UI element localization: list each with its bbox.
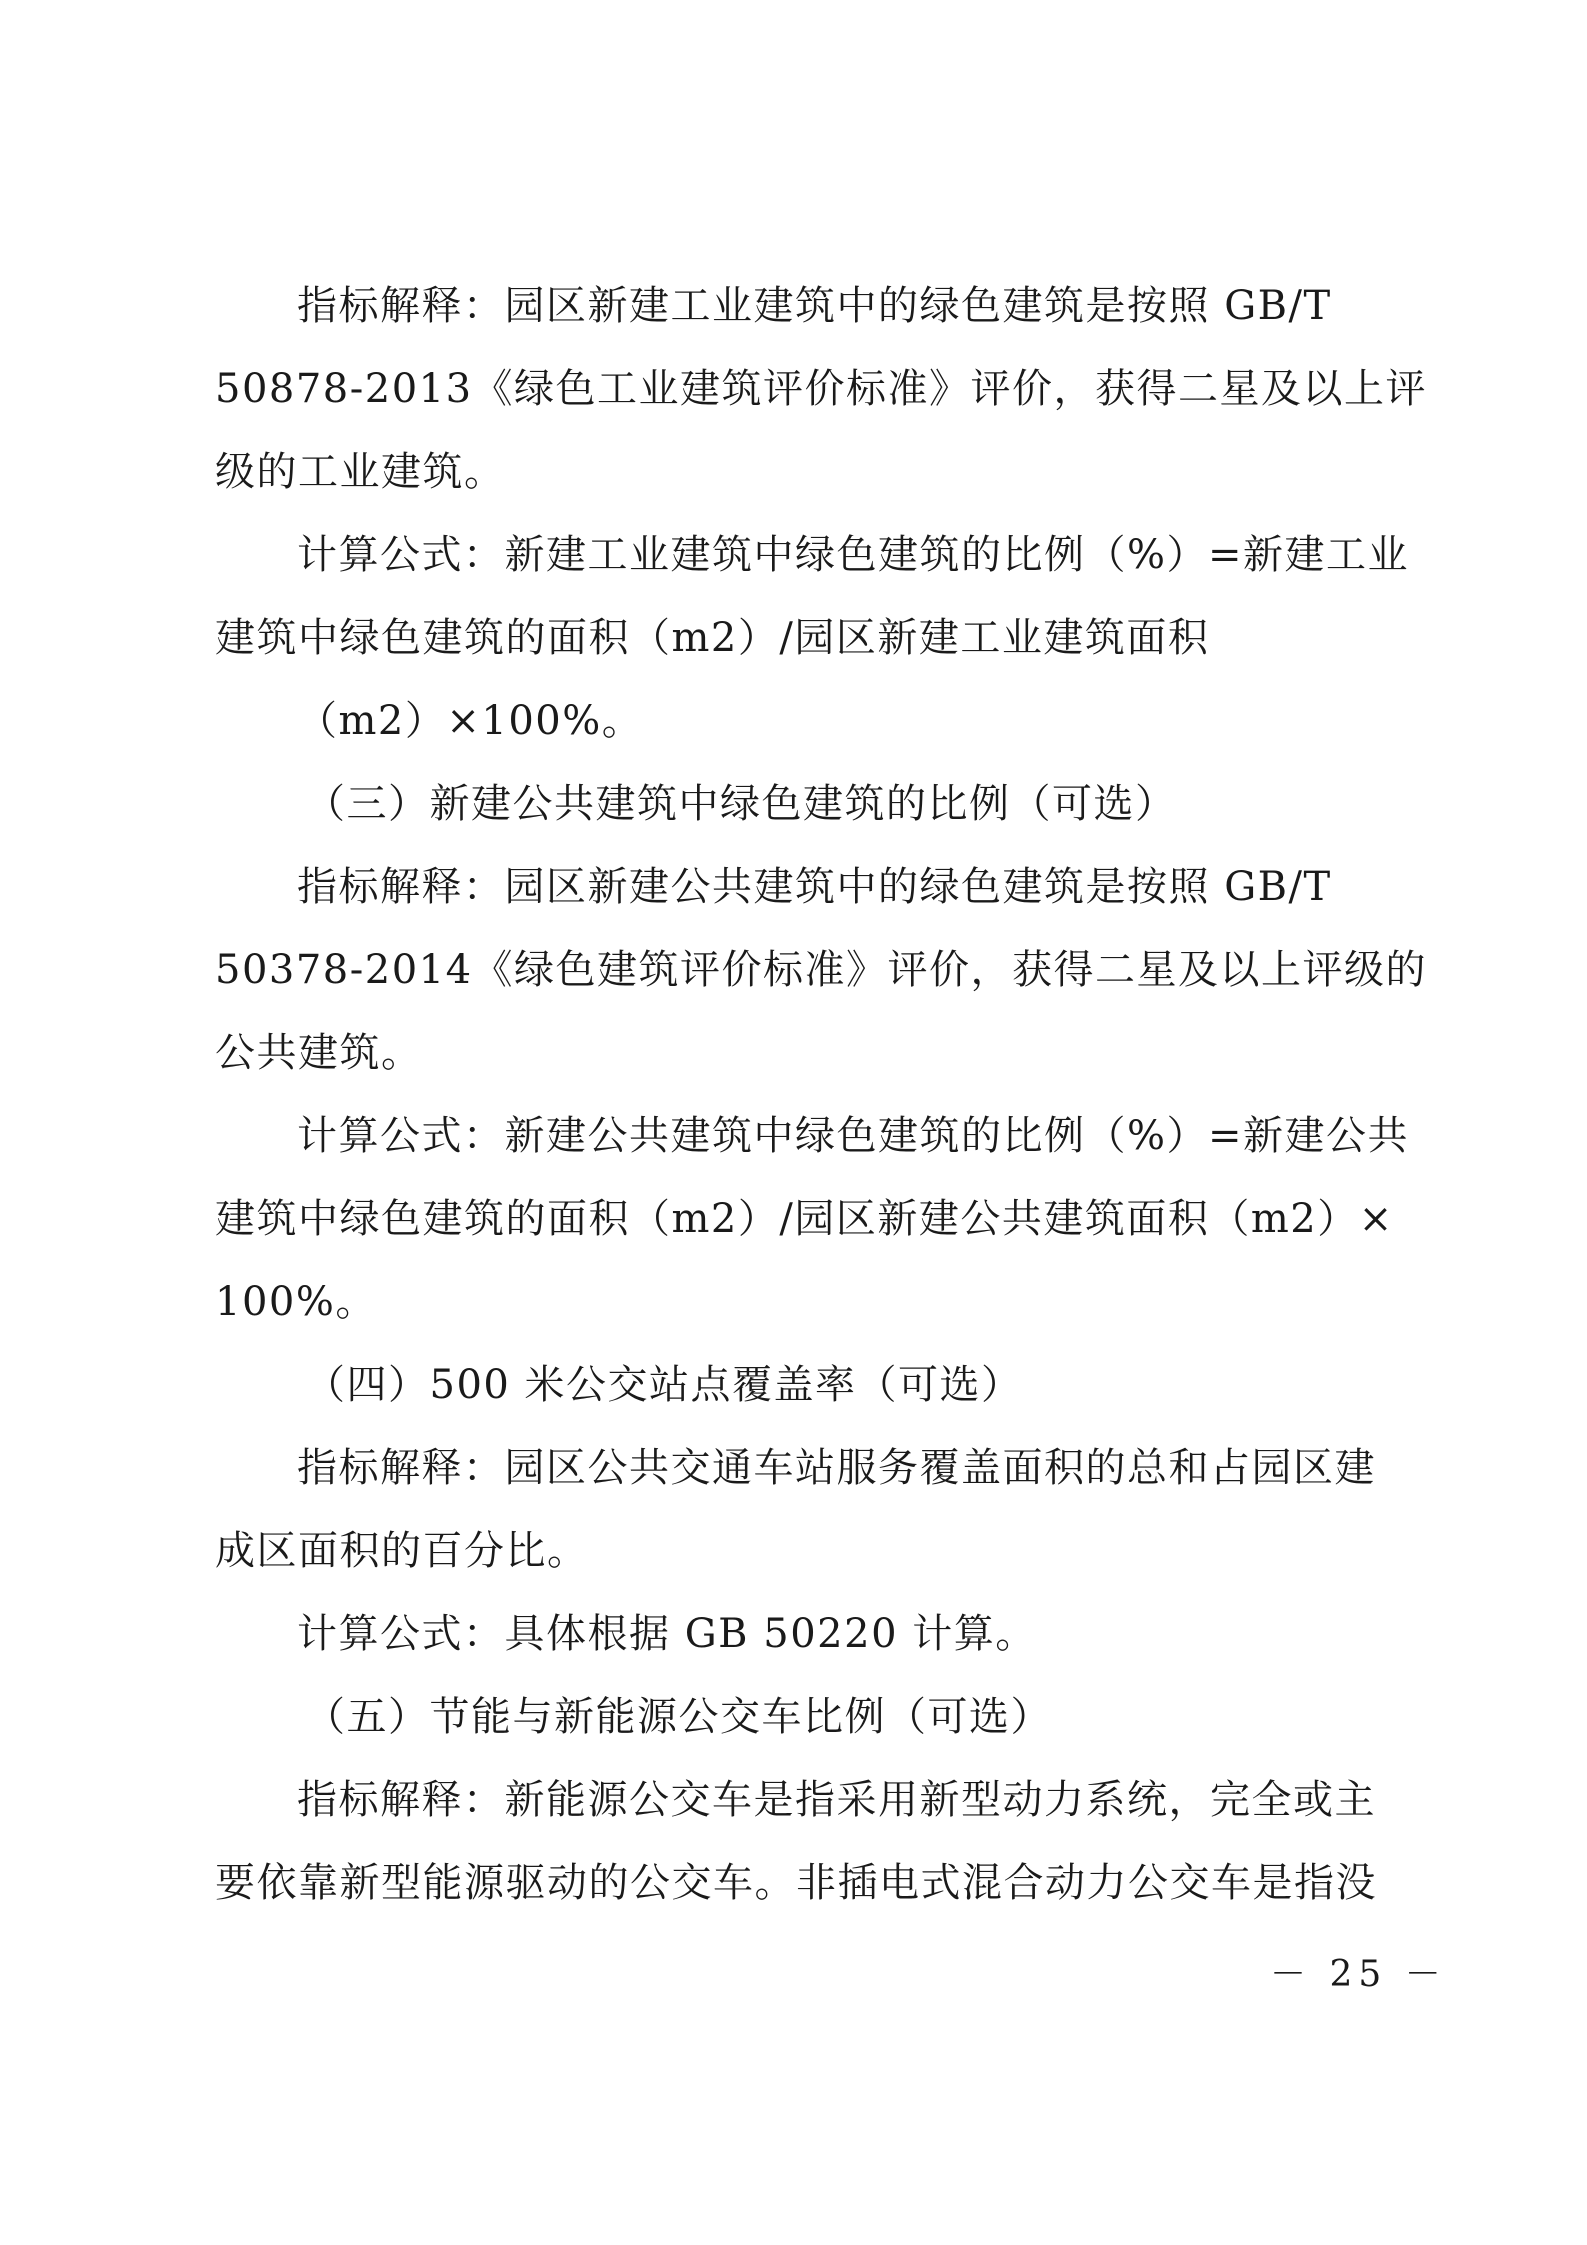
section-heading: （四）500 米公交站点覆盖率（可选） xyxy=(305,1362,1023,1408)
paragraph-line: 50378-2014《绿色建筑评价标准》评价，获得二星及以上评级的 xyxy=(215,947,1428,993)
paragraph-line: 建筑中绿色建筑的面积（m2）/园区新建工业建筑面积 xyxy=(215,615,1210,661)
paragraph-line: 指标解释：园区新建工业建筑中的绿色建筑是按照 GB/T xyxy=(297,283,1332,329)
paragraph-line: 指标解释：园区公共交通车站服务覆盖面积的总和占园区建 xyxy=(297,1445,1376,1491)
paragraph-line: 计算公式：具体根据 GB 50220 计算。 xyxy=(297,1611,1037,1657)
paragraph-line: 计算公式：新建公共建筑中绿色建筑的比例（%）=新建公共 xyxy=(297,1113,1410,1159)
paragraph-line: 50878-2013《绿色工业建筑评价标准》评价，获得二星及以上评 xyxy=(215,366,1428,412)
paragraph-line: 指标解释：新能源公交车是指采用新型动力系统，完全或主 xyxy=(297,1777,1376,1823)
paragraph-line: 要依靠新型能源驱动的公交车。非插电式混合动力公交车是指没 xyxy=(215,1860,1377,1906)
paragraph-line: 计算公式：新建工业建筑中绿色建筑的比例（%）=新建工业 xyxy=(297,532,1410,578)
page-number: － 25 － xyxy=(1270,1954,1447,1995)
paragraph-line: 成区面积的百分比。 xyxy=(215,1528,589,1574)
paragraph-line: （m2）×100%。 xyxy=(297,698,644,744)
paragraph-line: 级的工业建筑。 xyxy=(215,449,506,495)
section-heading: （三）新建公共建筑中绿色建筑的比例（可选） xyxy=(305,781,1177,827)
paragraph-line: 100%。 xyxy=(215,1279,377,1325)
paragraph-line: 指标解释：园区新建公共建筑中的绿色建筑是按照 GB/T xyxy=(297,864,1332,910)
paragraph-line: 建筑中绿色建筑的面积（m2）/园区新建公共建筑面积（m2）× xyxy=(215,1196,1394,1242)
paragraph-line: 公共建筑。 xyxy=(215,1030,423,1076)
section-heading: （五）节能与新能源公交车比例（可选） xyxy=(305,1694,1052,1740)
